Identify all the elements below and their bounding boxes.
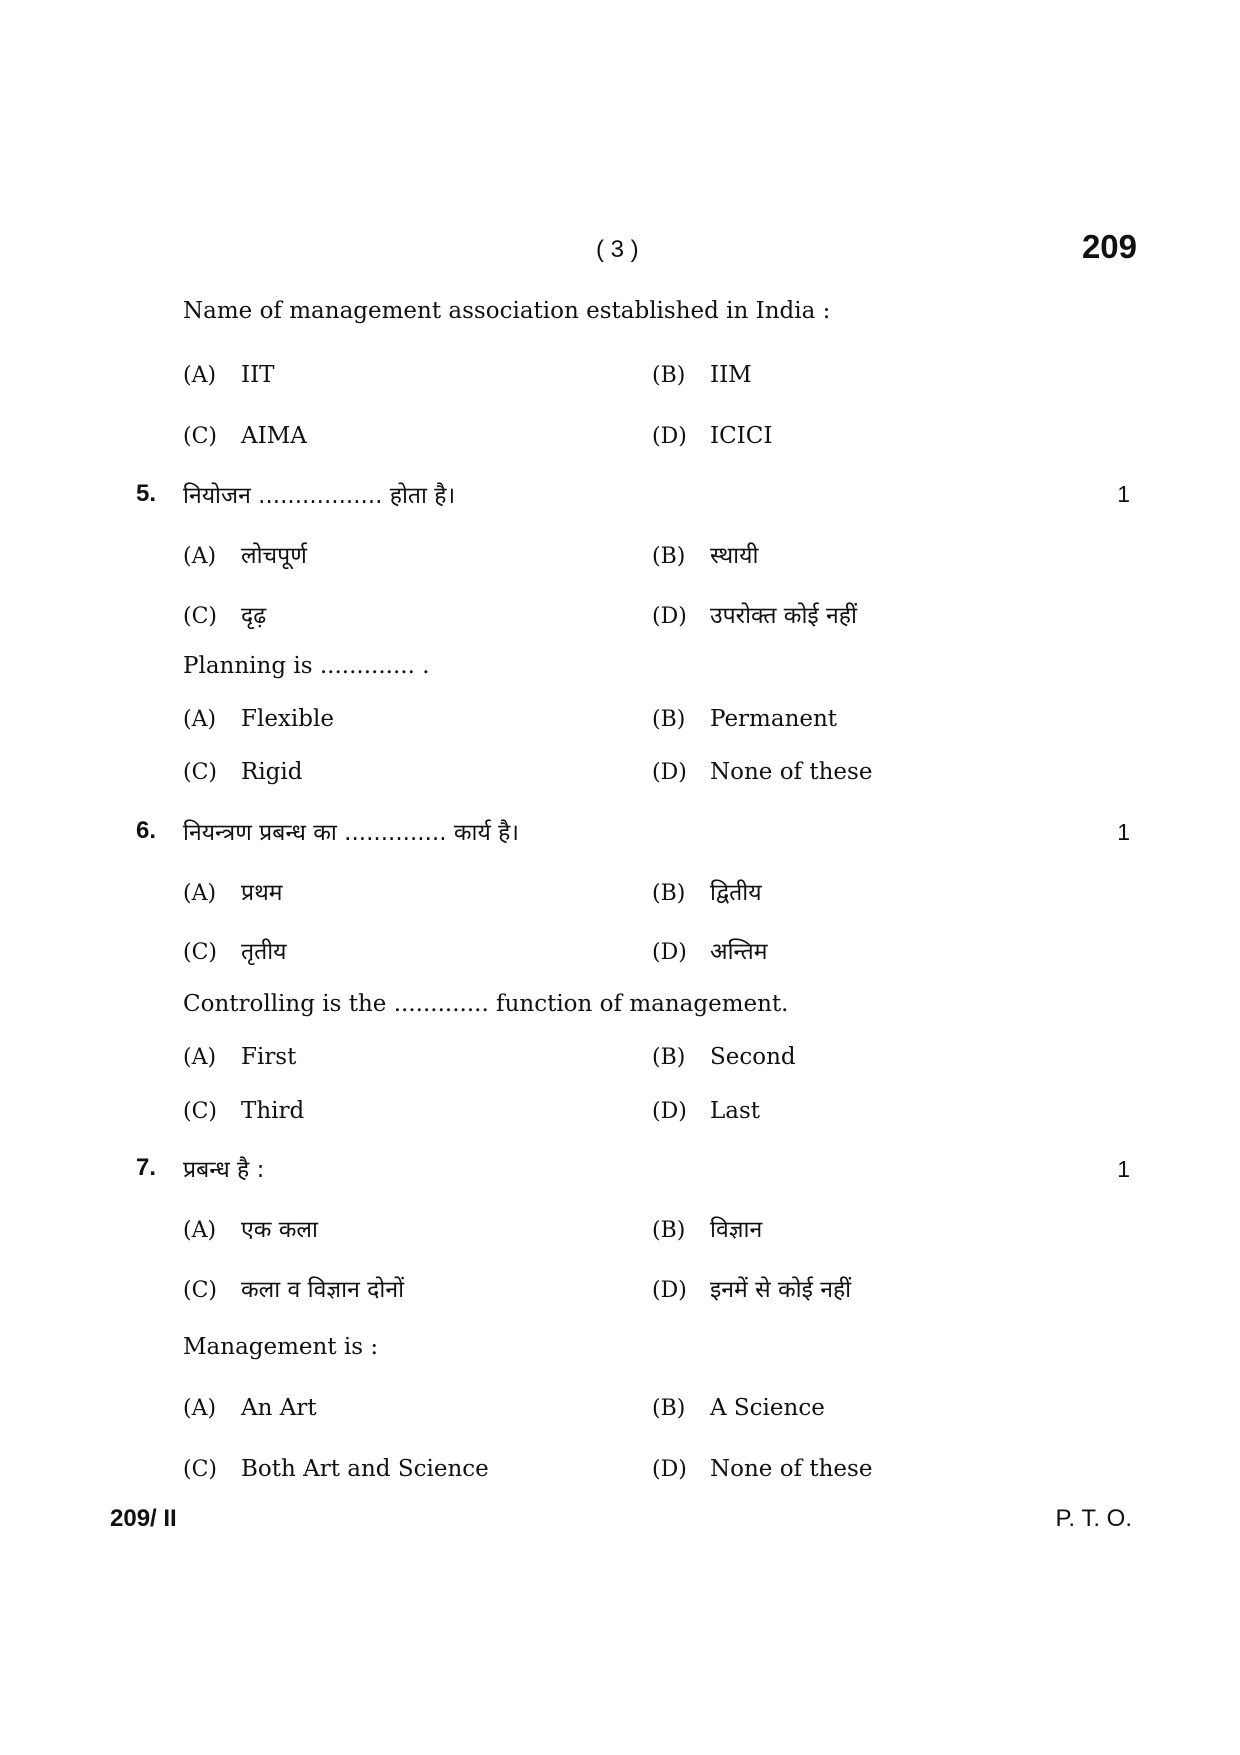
q6-en-option-c: (C) Third — [183, 1098, 305, 1124]
q4-en-option-a: (A) IIT — [183, 362, 275, 388]
q7-en-option-c: (C) Both Art and Science — [183, 1456, 489, 1482]
q6-en-option-b: (B) Second — [652, 1044, 796, 1070]
q5-hi-option-c: (C) दृढ़ — [183, 603, 267, 629]
q7-en-option-d: (D) None of these — [652, 1456, 873, 1482]
footer-pto: P. T. O. — [1055, 1505, 1132, 1532]
q5-marks: 1 — [1117, 481, 1130, 507]
q7-en-option-a: (A) An Art — [183, 1395, 317, 1421]
q7-marks: 1 — [1117, 1156, 1130, 1182]
q5-hi-option-b: (B) स्थायी — [652, 543, 759, 569]
q4-en-option-d: (D) ICICI — [652, 423, 773, 449]
q6-marks: 1 — [1117, 819, 1130, 845]
q5-hi-stem: नियोजन ................. होता है। — [183, 483, 456, 509]
q5-en-option-c: (C) Rigid — [183, 759, 303, 785]
footer-paper-code: 209/ II — [110, 1505, 177, 1532]
q5-number: 5. — [136, 480, 157, 507]
q7-number: 7. — [136, 1154, 157, 1181]
q7-en-option-b: (B) A Science — [652, 1395, 825, 1421]
q6-en-option-a: (A) First — [183, 1044, 297, 1070]
q5-hi-option-a: (A) लोचपूर्ण — [183, 543, 307, 569]
q4-en-option-b: (B) IIM — [652, 362, 752, 388]
page-number: ( 3 ) — [596, 236, 639, 263]
q7-hi-option-d: (D) इनमें से कोई नहीं — [652, 1277, 852, 1303]
q4-en-option-c: (C) AIMA — [183, 423, 307, 449]
q6-en-stem: Controlling is the ............. function of management. — [183, 991, 789, 1017]
q7-hi-stem: प्रबन्ध है : — [183, 1157, 265, 1183]
q6-number: 6. — [136, 817, 157, 844]
q6-hi-option-b: (B) द्वितीय — [652, 880, 762, 906]
q5-en-option-d: (D) None of these — [652, 759, 873, 785]
q5-en-option-b: (B) Permanent — [652, 706, 838, 732]
q6-hi-option-a: (A) प्रथम — [183, 880, 283, 906]
q5-en-option-a: (A) Flexible — [183, 706, 334, 732]
q7-hi-option-c: (C) कला व विज्ञान दोनों — [183, 1277, 405, 1303]
q7-hi-option-a: (A) एक कला — [183, 1217, 318, 1243]
q5-en-stem: Planning is ............. . — [183, 653, 430, 679]
q6-hi-option-d: (D) अन्तिम — [652, 939, 768, 965]
q6-en-option-d: (D) Last — [652, 1098, 761, 1124]
q7-hi-option-b: (B) विज्ञान — [652, 1217, 763, 1243]
q4-en-stem: Name of management association established in India : — [183, 298, 831, 324]
q6-hi-stem: नियन्त्रण प्रबन्ध का .............. कार्य है। — [183, 820, 520, 846]
q7-en-stem: Management is : — [183, 1334, 379, 1360]
q6-hi-option-c: (C) तृतीय — [183, 939, 287, 965]
paper-code: 209 — [1081, 228, 1137, 265]
q5-hi-option-d: (D) उपरोक्त कोई नहीं — [652, 603, 857, 629]
